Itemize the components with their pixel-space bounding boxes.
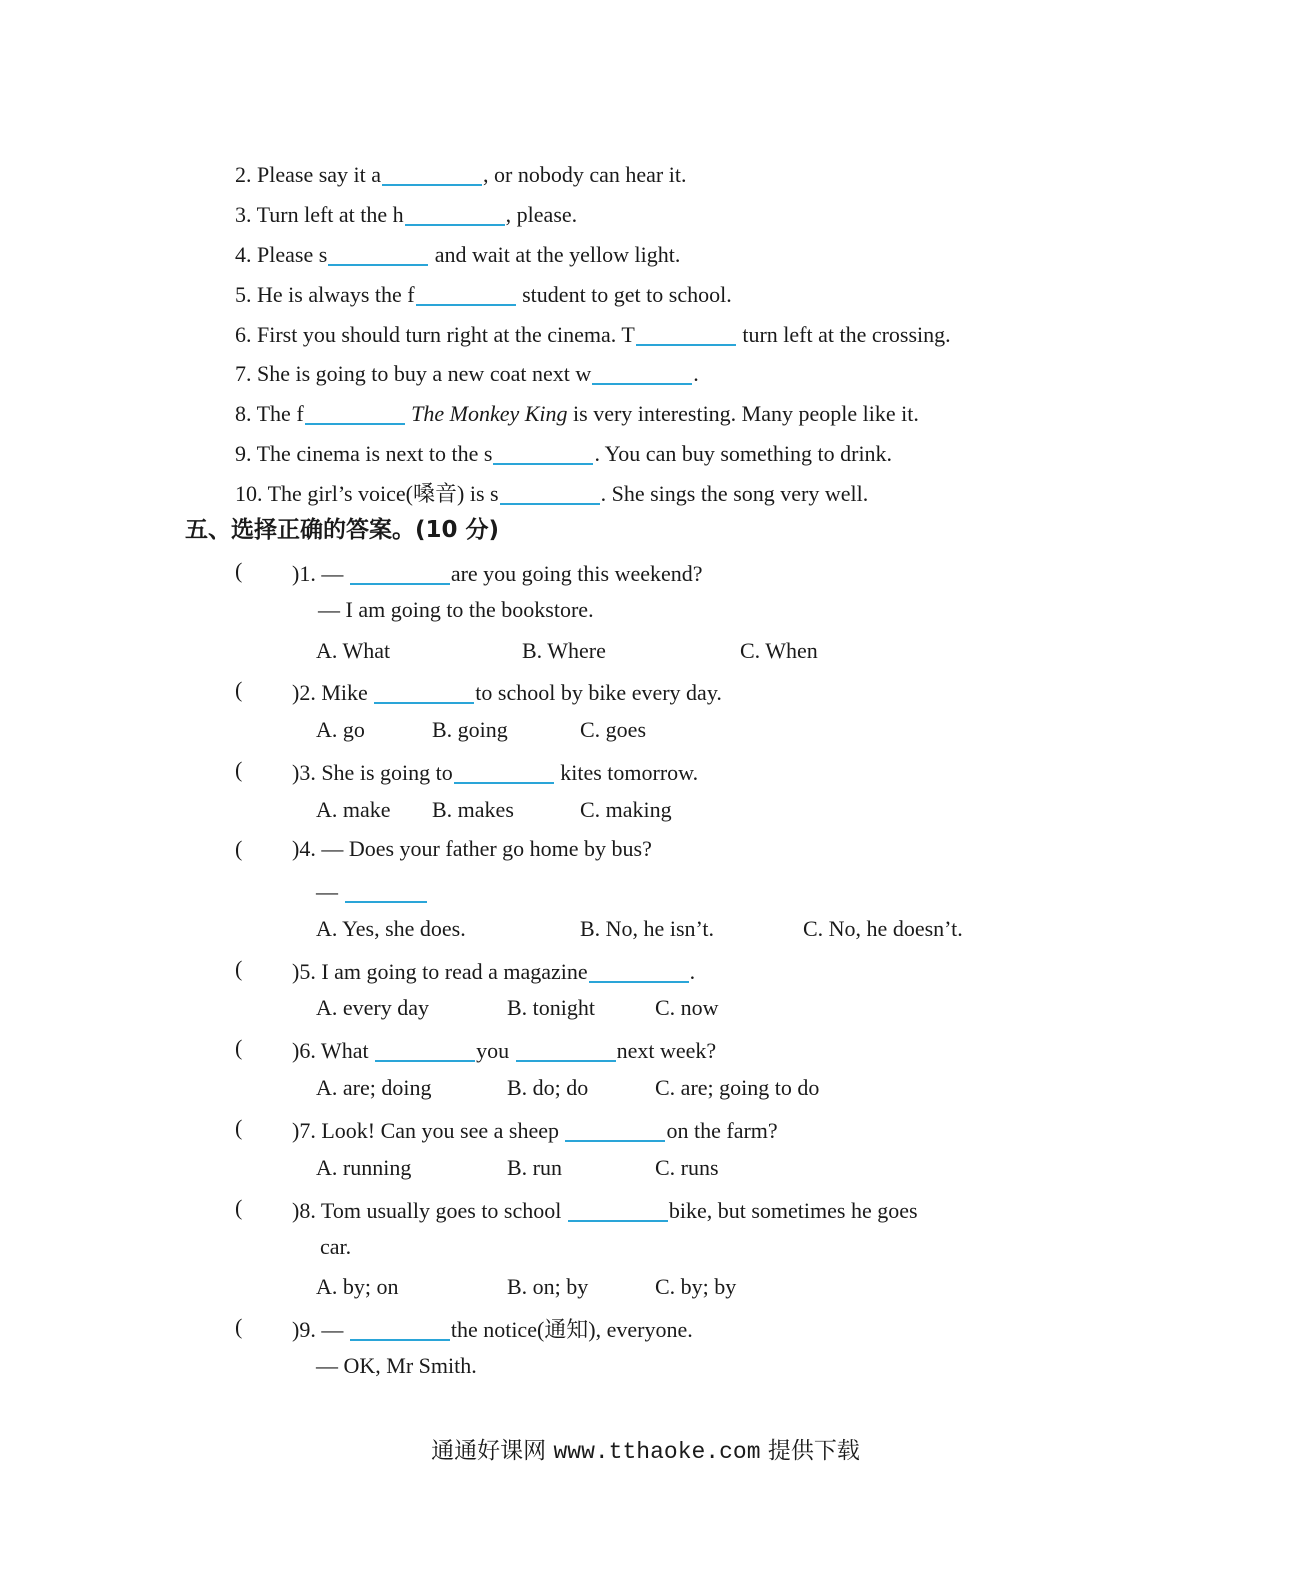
option-b[interactable]: B. do; do xyxy=(507,1075,589,1100)
question-9 xyxy=(292,1313,693,1344)
fill-item-6 xyxy=(235,318,951,349)
item-text-after: turn left at the crossing. xyxy=(742,322,951,347)
answer-blank[interactable] xyxy=(636,322,736,346)
item-text-after: , or nobody can hear it. xyxy=(483,162,687,187)
question-stem-after: to school by bike every day. xyxy=(475,680,722,705)
answer-paren[interactable]: ( xyxy=(235,1115,243,1140)
option-c[interactable]: C. are; going to do xyxy=(655,1075,820,1100)
question-stem-after: bike, but sometimes he goes xyxy=(668,1198,918,1223)
answer-blank[interactable] xyxy=(592,361,692,385)
fill-item-4 xyxy=(235,238,680,269)
item-text-before: Please s xyxy=(257,242,328,267)
item-text-before: She is going to buy a new coat next w xyxy=(257,361,592,386)
option-a[interactable]: A. Yes, she does. xyxy=(316,916,466,941)
answer-paren[interactable]: ( xyxy=(235,677,243,702)
fill-item-5 xyxy=(235,278,732,309)
fill-item-10 xyxy=(235,477,868,508)
question-stem: )2. Mike xyxy=(292,680,368,705)
answer-paren[interactable]: ( xyxy=(235,558,243,583)
option-b[interactable]: B. No, he isn’t. xyxy=(580,916,715,941)
question-stem: )6. What xyxy=(292,1038,369,1063)
answer-blank[interactable] xyxy=(493,441,593,465)
question-6 xyxy=(292,1034,716,1065)
question-stem: )3. She is going to xyxy=(292,760,453,785)
footer-watermark xyxy=(0,1435,1291,1468)
answer-paren[interactable]: ( xyxy=(235,836,243,861)
option-c[interactable]: C. goes xyxy=(580,717,646,742)
item-text-after: and wait at the yellow light. xyxy=(434,242,681,267)
item-number: 7. xyxy=(235,361,252,386)
answer-paren[interactable]: ( xyxy=(235,1035,243,1060)
answer-blank[interactable] xyxy=(405,202,505,226)
question-stem-after: . xyxy=(689,959,696,984)
option-a[interactable]: A. go xyxy=(316,717,365,742)
option-c[interactable]: C. now xyxy=(655,995,719,1020)
option-c[interactable]: C. runs xyxy=(655,1155,719,1180)
item-text-after: . xyxy=(693,361,699,386)
fill-item-9 xyxy=(235,437,892,468)
question-stem-after: next week? xyxy=(616,1038,717,1063)
question-8-continued: car. xyxy=(320,1234,352,1259)
question-stem-after: the notice(通知), everyone. xyxy=(450,1317,693,1342)
answer-paren[interactable]: ( xyxy=(235,956,243,981)
option-a[interactable]: A. What xyxy=(316,638,391,663)
item-text-after: . You can buy something to drink. xyxy=(594,441,893,466)
option-c[interactable]: C. by; by xyxy=(655,1274,737,1299)
question-1-reply: — I am going to the bookstore. xyxy=(318,597,594,622)
answer-blank[interactable] xyxy=(345,879,427,903)
item-number: 4. xyxy=(235,242,252,267)
question-9-reply: — OK, Mr Smith. xyxy=(316,1353,477,1378)
item-number: 6. xyxy=(235,322,252,347)
answer-blank[interactable] xyxy=(350,561,450,585)
fill-item-7 xyxy=(235,357,699,388)
option-b[interactable]: B. makes xyxy=(432,797,514,822)
question-stem-after: on the farm? xyxy=(666,1118,778,1143)
question-stem: )1. — xyxy=(292,561,344,586)
question-2 xyxy=(292,676,722,707)
option-a[interactable]: A. running xyxy=(316,1155,412,1180)
item-text-after: student to get to school. xyxy=(522,282,732,307)
answer-blank[interactable] xyxy=(589,959,689,983)
item-text-before: The f xyxy=(256,401,304,426)
answer-blank[interactable] xyxy=(375,1038,475,1062)
item-number: 2. xyxy=(235,162,252,187)
option-b[interactable]: B. tonight xyxy=(507,995,596,1020)
item-text-after: . She sings the song very well. xyxy=(600,481,869,506)
answer-blank[interactable] xyxy=(305,401,405,425)
item-text-before: The cinema is next to the s xyxy=(256,441,493,466)
reply-dash: — xyxy=(316,879,338,904)
item-text-before: He is always the f xyxy=(257,282,415,307)
option-a[interactable]: A. make xyxy=(316,797,391,822)
answer-blank[interactable] xyxy=(328,242,428,266)
question-4-reply xyxy=(316,875,428,906)
item-number: 8. xyxy=(235,401,252,426)
answer-blank[interactable] xyxy=(568,1198,668,1222)
answer-blank[interactable] xyxy=(374,680,474,704)
option-b[interactable]: B. on; by xyxy=(507,1274,589,1299)
option-a[interactable]: A. by; on xyxy=(316,1274,399,1299)
answer-blank[interactable] xyxy=(565,1118,665,1142)
question-7 xyxy=(292,1114,778,1145)
option-c[interactable]: C. When xyxy=(740,638,818,663)
item-text-before: Turn left at the h xyxy=(256,202,404,227)
fill-item-3 xyxy=(235,198,577,229)
item-number: 9. xyxy=(235,441,252,466)
answer-blank[interactable] xyxy=(516,1038,616,1062)
answer-paren[interactable]: ( xyxy=(235,757,243,782)
item-number: 5. xyxy=(235,282,252,307)
question-stem-after: kites tomorrow. xyxy=(560,760,699,785)
question-stem: )9. — xyxy=(292,1317,344,1342)
item-text-before: Please say it a xyxy=(257,162,382,187)
option-b[interactable]: B. Where xyxy=(522,638,606,663)
question-stem-mid: you xyxy=(476,1038,510,1063)
answer-blank[interactable] xyxy=(416,282,516,306)
section-title: 五、选择正确的答案。(10 分) xyxy=(185,517,500,543)
item-text-before: First you should turn right at the cinema. T xyxy=(257,322,635,347)
option-b[interactable]: B. run xyxy=(507,1155,562,1180)
option-a[interactable]: A. are; doing xyxy=(316,1075,432,1100)
question-stem: )5. I am going to read a magazine xyxy=(292,959,588,984)
option-c[interactable]: C. No, he doesn’t. xyxy=(803,916,963,941)
item-text-after: is very interesting. Many people like it. xyxy=(573,401,919,426)
footer-site: 通通好课网 xyxy=(431,1438,547,1464)
item-text-before: The girl’s voice(嗓音) is s xyxy=(267,481,499,506)
question-stem: )7. Look! Can you see a sheep xyxy=(292,1118,559,1143)
question-stem-after: are you going this weekend? xyxy=(450,561,703,586)
answer-paren[interactable]: ( xyxy=(235,1195,243,1220)
option-a[interactable]: A. every day xyxy=(316,995,430,1020)
fill-item-2 xyxy=(235,158,686,189)
footer-suffix: 提供下载 xyxy=(767,1438,860,1464)
item-text-after: , please. xyxy=(505,202,578,227)
question-1 xyxy=(292,557,703,588)
question-8 xyxy=(292,1194,918,1225)
answer-paren[interactable]: ( xyxy=(235,1314,243,1339)
question-3 xyxy=(292,756,698,787)
item-number: 10. xyxy=(235,481,263,506)
question-5 xyxy=(292,955,695,986)
answer-blank[interactable] xyxy=(350,1317,450,1341)
answer-blank[interactable] xyxy=(500,481,600,505)
book-title: The Monkey King xyxy=(411,401,568,426)
question-4: )4. — Does your father go home by bus? xyxy=(292,836,652,861)
footer-url[interactable]: www.tthaoke.com xyxy=(553,1439,761,1465)
question-stem: )8. Tom usually goes to school xyxy=(292,1198,562,1223)
answer-blank[interactable] xyxy=(454,760,554,784)
item-number: 3. xyxy=(235,202,252,227)
option-c[interactable]: C. making xyxy=(580,797,672,822)
option-b[interactable]: B. going xyxy=(432,717,508,742)
answer-blank[interactable] xyxy=(382,162,482,186)
fill-item-8 xyxy=(235,397,919,428)
